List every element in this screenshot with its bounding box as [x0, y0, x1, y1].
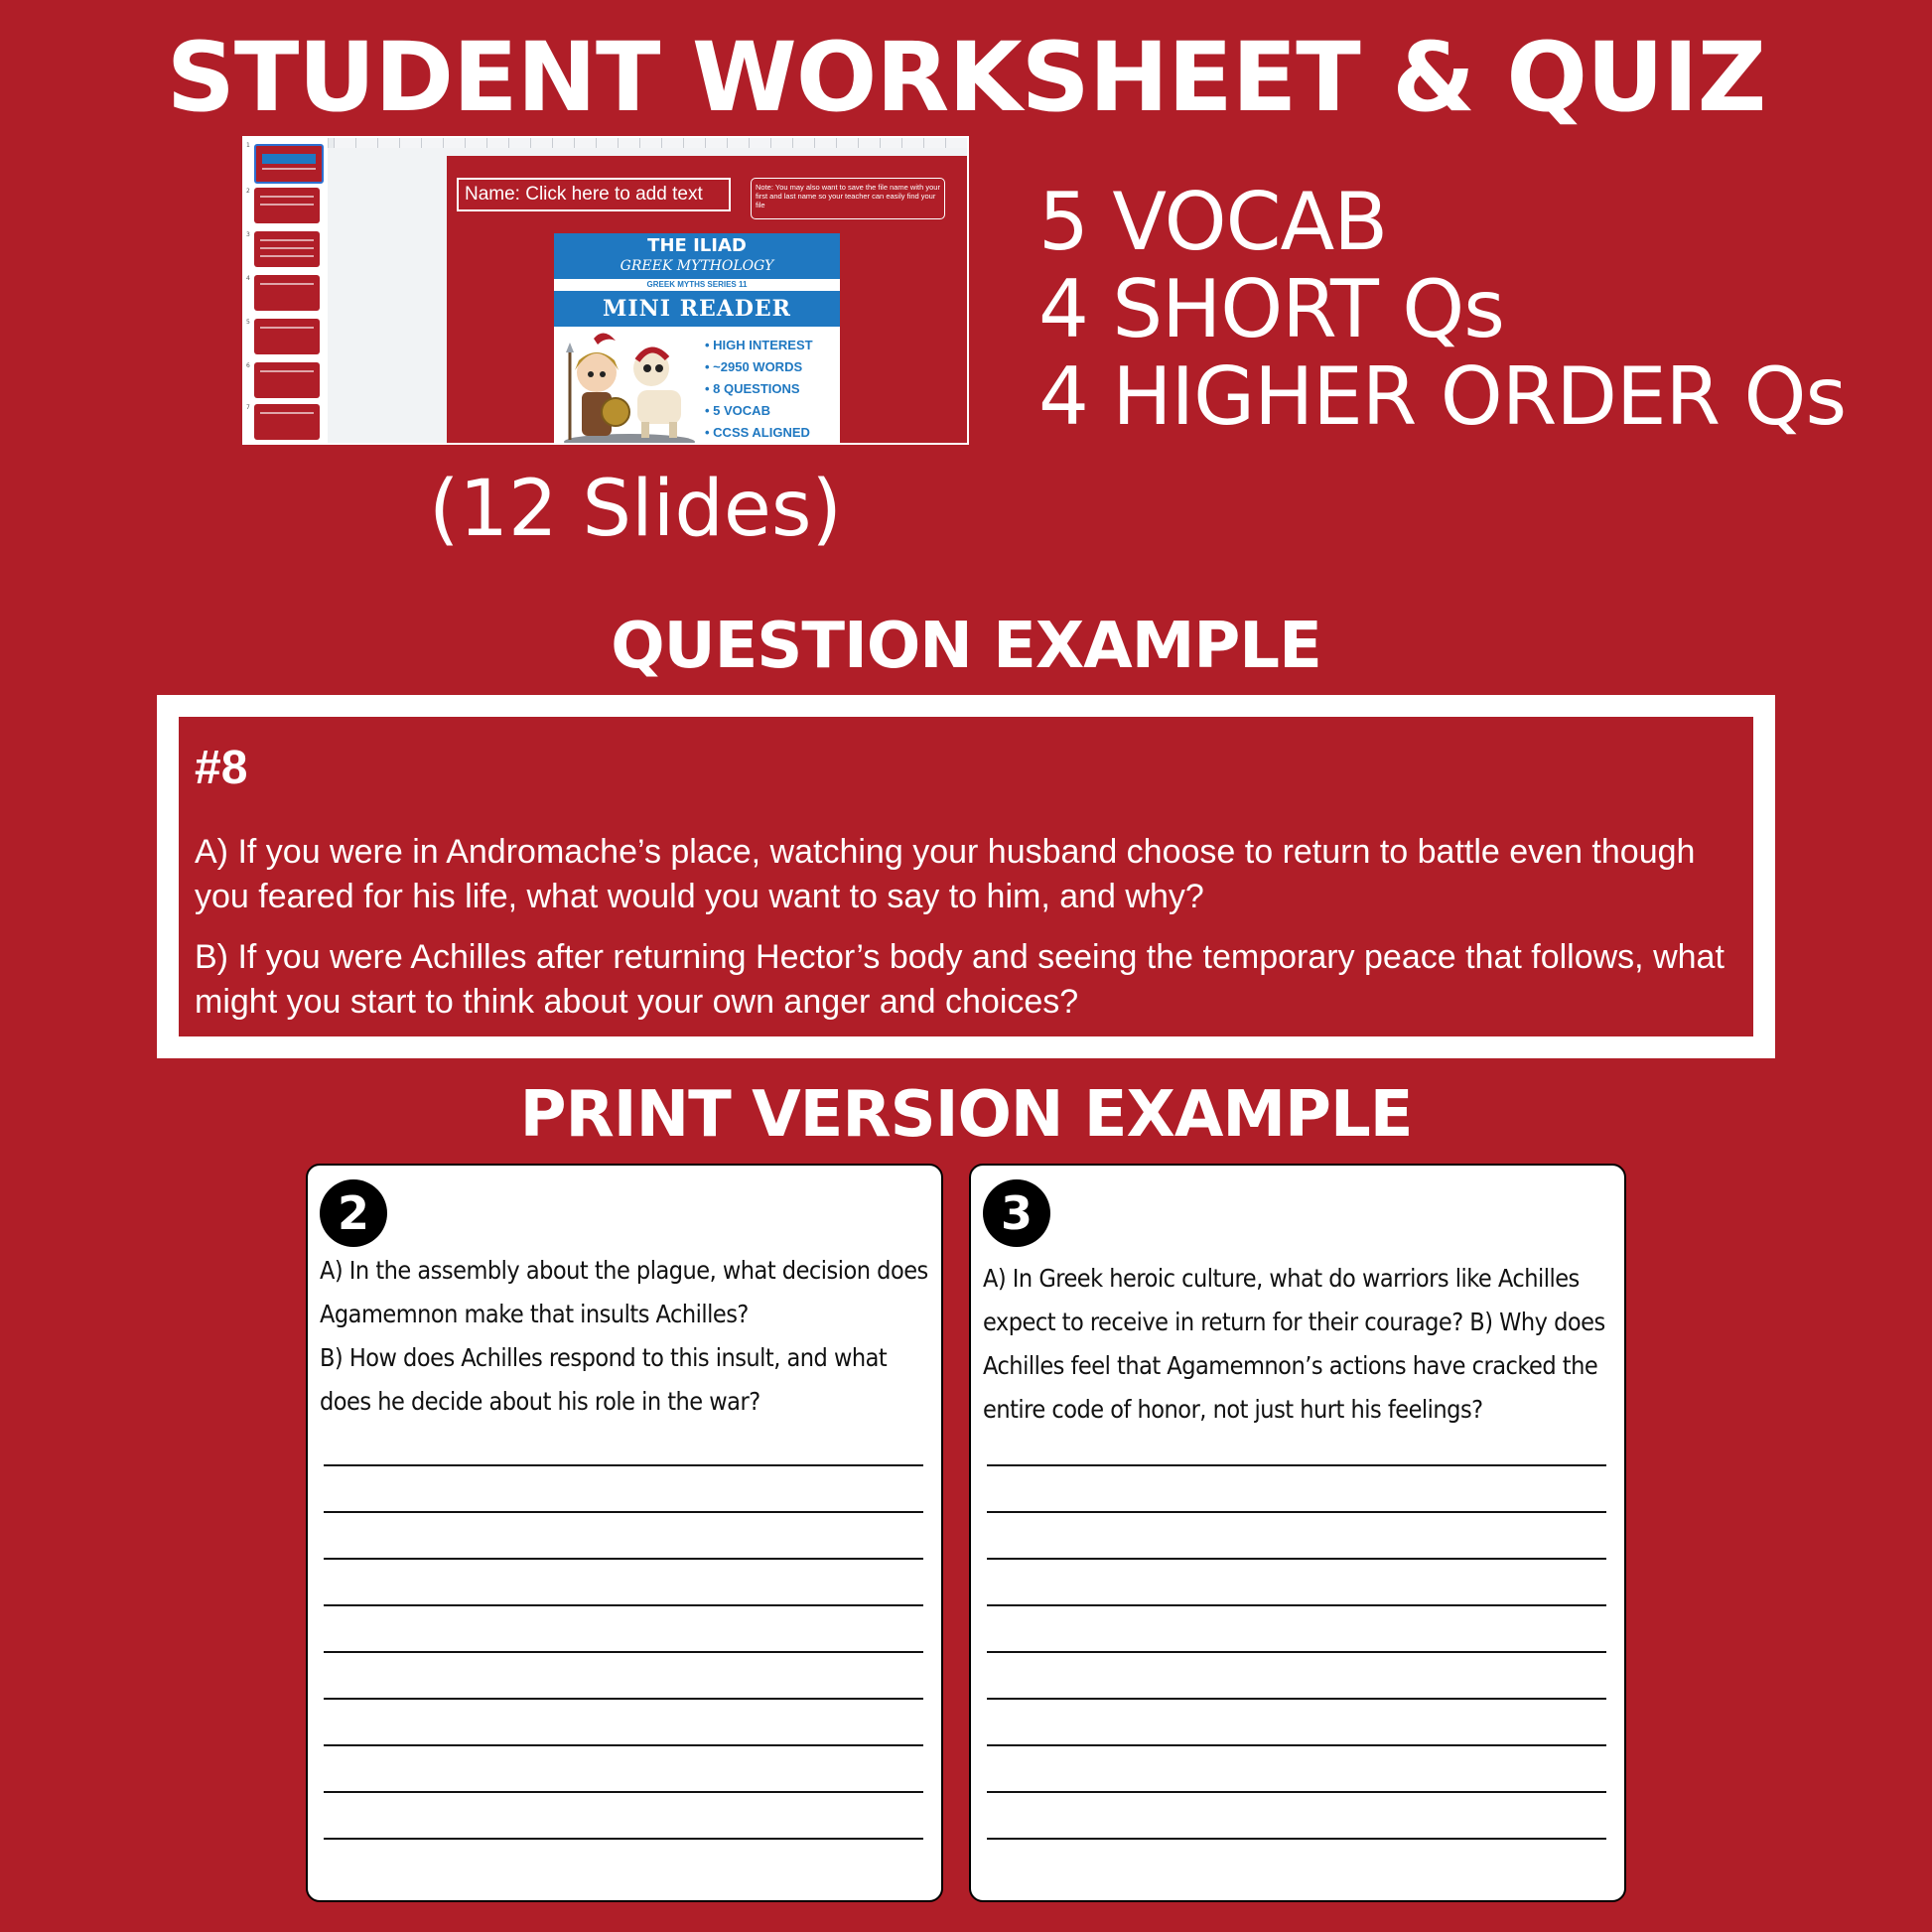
- cover-title-band: [554, 233, 840, 279]
- question-number-badge: 2: [320, 1179, 387, 1247]
- slide-thumbnail[interactable]: [254, 144, 324, 184]
- cover-feature: • ~2950 WORDS: [705, 356, 840, 378]
- cover-feature: • 5 VOCAB: [705, 400, 840, 422]
- question-number: #8: [195, 742, 248, 794]
- ruler: [334, 138, 967, 148]
- current-slide: [447, 156, 967, 444]
- answer-line[interactable]: [324, 1698, 923, 1700]
- book-cover: [554, 233, 840, 445]
- cover-feature-list: [705, 335, 840, 444]
- slides-editor-preview: [242, 136, 969, 445]
- stat-higher-order-questions: 4 HIGHER ORDER Qs: [1038, 350, 1847, 443]
- question-number-badge: 3: [983, 1179, 1050, 1247]
- answer-line[interactable]: [324, 1511, 923, 1513]
- answer-line[interactable]: [987, 1604, 1606, 1606]
- answer-line[interactable]: [324, 1558, 923, 1560]
- cover-title: THE ILIAD: [647, 235, 747, 256]
- answer-line[interactable]: [324, 1604, 923, 1606]
- slide-thumbnail-panel: 1 2 3 4 5 6 7: [244, 138, 329, 443]
- answer-line[interactable]: [987, 1838, 1606, 1840]
- question-slide: [179, 717, 1753, 1036]
- answer-line[interactable]: [324, 1838, 923, 1840]
- answer-line[interactable]: [987, 1511, 1606, 1513]
- stat-short-questions: 4 SHORT Qs: [1038, 263, 1504, 355]
- cover-subtitle: GREEK MYTHOLOGY: [620, 258, 774, 274]
- cover-series: GREEK MYTHS SERIES 11: [554, 279, 840, 291]
- print-question-card: [969, 1164, 1626, 1902]
- page-title: STUDENT WORKSHEET & QUIZ: [166, 22, 1766, 133]
- slide-thumbnail[interactable]: [254, 231, 320, 267]
- slides-count: (12 Slides): [429, 465, 842, 554]
- print-question-text: A) In the assembly about the plague, what decision does Agamemnon make that insults Achilles? B) How does Achilles respond to this insult, and what does he decide about his role in the war?: [320, 1256, 928, 1416]
- print-version-heading: PRINT VERSION EXAMPLE: [519, 1078, 1413, 1152]
- cover-feature: • 8 QUESTIONS: [705, 378, 840, 400]
- slide-thumbnail[interactable]: [254, 275, 320, 311]
- answer-line[interactable]: [324, 1791, 923, 1793]
- question-example-heading: QUESTION EXAMPLE: [611, 610, 1321, 683]
- question-example-card: [157, 695, 1775, 1058]
- print-question-card: [306, 1164, 943, 1902]
- slide-thumbnail[interactable]: [254, 188, 320, 223]
- question-part-a: A) If you were in Andromache’s place, watching your husband choose to return to battle even though you feared for his life, what would you want to say to him, and why?: [195, 833, 1696, 915]
- answer-line[interactable]: [324, 1744, 923, 1746]
- stat-vocab: 5 VOCAB: [1038, 176, 1388, 268]
- slide-thumbnail[interactable]: [254, 319, 320, 354]
- answer-line[interactable]: [987, 1791, 1606, 1793]
- answer-line[interactable]: [987, 1744, 1606, 1746]
- answer-line[interactable]: [987, 1464, 1606, 1466]
- slide-thumbnail[interactable]: [254, 362, 320, 398]
- print-question-text: A) In Greek heroic culture, what do warriors like Achilles expect to receive in return for their courage? B) Why does Achilles feel that Agamemnon’s actions have cracked the entire code of honor, not just hurt his feelings?: [983, 1264, 1605, 1424]
- warrior-and-horse-illustration: [560, 331, 699, 445]
- answer-line[interactable]: [324, 1651, 923, 1653]
- answer-line[interactable]: [987, 1558, 1606, 1560]
- answer-line[interactable]: [987, 1698, 1606, 1700]
- note-text-box: Note: You may also want to save the file name with your first and last name so your teacher can easily find your file: [751, 178, 945, 219]
- name-text-box[interactable]: Name: Click here to add text: [457, 178, 731, 211]
- question-part-b: B) If you were Achilles after returning Hector’s body and seeing the temporary peace that follows, what might you start to think about your own anger and choices?: [195, 938, 1725, 1021]
- slide-canvas: [328, 148, 967, 443]
- answer-line[interactable]: [324, 1464, 923, 1466]
- cover-banner: MINI READER: [554, 291, 840, 327]
- answer-line[interactable]: [987, 1651, 1606, 1653]
- cover-feature: • HIGH INTEREST: [705, 335, 840, 356]
- slide-thumbnail[interactable]: [254, 404, 320, 440]
- cover-feature: • CCSS ALIGNED: [705, 422, 840, 444]
